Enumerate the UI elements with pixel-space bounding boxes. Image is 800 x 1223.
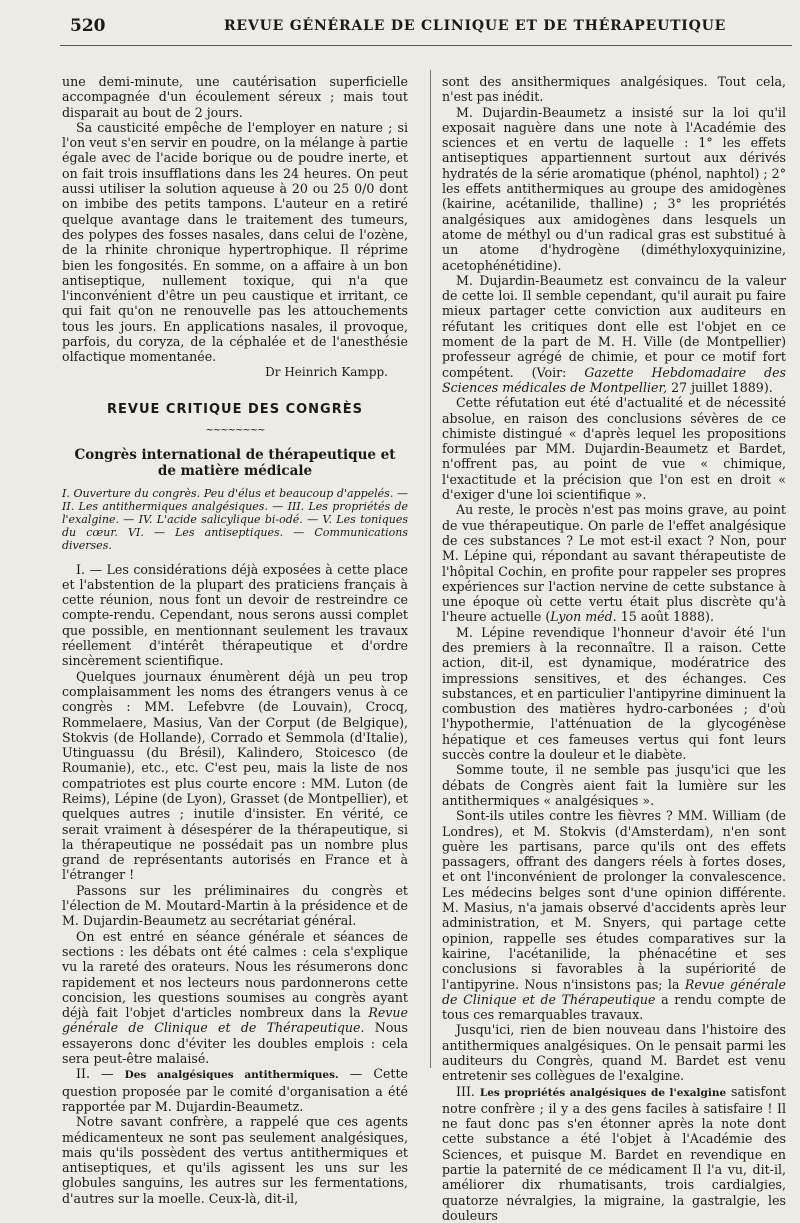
running-title: REVUE GÉNÉRALE DE CLINIQUE ET DE THÉRAPEUTIQUE bbox=[224, 18, 727, 34]
journal-reference: Gazette Hebdomadaire des Sciences médicales de Montpellier, bbox=[442, 364, 786, 395]
congress-title: Congrès international de thérapeutique et de matière médicale bbox=[74, 446, 396, 479]
subsection-heading: Des analgésiques antithermiques. bbox=[124, 1069, 339, 1082]
author-signature: Dr Heinrich Kampp. bbox=[265, 364, 388, 379]
paragraph: M. Lépine revendique l'honneur d'avoir été l'un des premiers à la reconnaître. Il a raison. Cette action, dit-il, est dynamique, modératrice des impressions sensitives, et des échanges. Ces substances, et en particulier l'antipyrine diminuent la combustion des matières hydro-carbonées ; d'où l'hypothermie, l'atténuation de la glycogénèse hépatique et ces fameuses vertus qui font leurs succès contre la douleur et le diabète. bbox=[442, 624, 786, 763]
subsection-heading: Les propriétés analgésiques de l'exalgine bbox=[479, 1086, 727, 1099]
paragraph: Somme toute, il ne semble pas jusqu'ici que les débats de Congrès aient fait la lumière sur les antithermiques « analgésiques ». bbox=[442, 762, 786, 808]
journal-title: Revue générale de Clinique et de Thérapeutique bbox=[442, 976, 786, 1007]
column-divider bbox=[430, 70, 431, 1068]
paragraph-text: Sont-ils utiles contre les fièvres ? MM. William (de Londres), et M. Stokvis (d'Amsterdam), n'en sont guère les partisans, parce qu'ils ont des effets passagers, offrant des dangers réels à fortes doses, et ont l'inconvénient de prolonger la convalescence. Les médecins belges sont d'une opinion différente. M. Masius, n'a jamais observé d'accidents après leur administration, et M. Snyers, qui partage cette opinion, rappelle ses études comparatives sur la kairine, l'acétanilide, la phénacétine et ses conclusions si favorables à la supériorité de l'antipyrine. Nous n'insistons pas; la bbox=[442, 808, 786, 992]
right-column bbox=[442, 74, 786, 1223]
paragraph: Quelques journaux énumèrent déjà un peu trop complaisamment les noms des étrangers venus à ce congrès : MM. Lefebvre (de Louvain), Crocq, Rommelaere, Masius, Van der Corput (de Belgique), Stokvis (de Hollande), Corrado et Semmola (d'Italie), Utinguassu (du Brésil), Kalindero, Stoicesco (de Roumanie), etc., etc. C'est peu, mais la liste de nos compatriotes est plus courte encore : MM. Luton (de Reims), Lépine (de Lyon), Grasset (de Montpellier), et quelques autres ; inutile d'insister. En vérité, ce serait vraiment à désespérer de la thérapeutique, si la thérapeutique ne possédait pas un nombre plus grand de représentants autorisés en France et à l'étranger ! bbox=[62, 668, 408, 883]
paragraph: Cette réfutation eut été d'actualité et de nécessité absolue, en raison des conclusions sévères de ce chimiste distingué « d'après lequel les propositions formulées par MM. Dujardin-Beaumetz et Bardet, n'offrent pas, au point de vue « chimique, l'exactitude et la précision que l'on est en droit « d'exiger d'une loi scientifique ». bbox=[442, 395, 786, 503]
paragraph bbox=[442, 502, 786, 624]
paragraph: I. — Les considérations déjà exposées à cette place et l'abstention de la plupart des praticiens français à cette réunion, nous font un devoir de restreindre ce compte-rendu. Cependant, nous serons aussi complet que possible, en mentionnant seulement les travaux réellement d'intérêt thérapeutique et d'ordre sincèrement scientifique. bbox=[62, 561, 408, 669]
paragraph-text: 15 août 1888). bbox=[620, 609, 714, 625]
paragraph-text: a rendu compte de tous ces remarquables travaux. bbox=[442, 991, 786, 1023]
journal-reference: Lyon méd. bbox=[550, 609, 617, 625]
page-header bbox=[70, 16, 790, 42]
paragraph bbox=[62, 929, 408, 1067]
paragraph bbox=[442, 273, 786, 395]
section-number: II. — bbox=[76, 1066, 114, 1082]
paragraph-text: Au reste, le procès n'est pas moins grave, au point de vue thérapeutique. On parle de l'effet analgésique de ces substances ? Le mot est-il exact ? Non, pour M. Lépine qui, répondant au savant thérapeutiste de l'hôpital Cochin, en profite pour rappeler ses propres expériences sur l'action nervine de cette substance à une époque où cette vertu était plus discrète qu'à l'heure actuelle ( bbox=[442, 502, 786, 625]
paragraph-text: Nous essayerons donc d'éviter les doubles emplois : cela sera peut-être malaisé. bbox=[62, 1020, 408, 1067]
section-number: III. bbox=[456, 1083, 475, 1099]
paragraph-text: M. Dujardin-Beaumetz est convaincu de la valeur de cette loi. Il semble cependant, qu'il aurait pu faire mieux partager cette conviction aux auditeurs en réfutant les critiques dont elle est l'objet en ce moment de la part de M. H. Ville (de Montpellier) professeur agrégé de chimie, et pour ce motif fort compétent. (Voir: bbox=[442, 272, 786, 380]
paragraph-text: satisfont notre confrère ; il y a des gens faciles à satisfaire ! Il ne faut donc pas s'en étonner après la note dont cette substance a été l'objet à l'Académie des Sciences, et puisque M. Bardet en revendique en partie la paternité de ce médicament Il l'a vu, dit-il, améliorer dix rhumatisants, trois cardialgies, quatorze névralgies, la migraine, la gastralgie, les douleurs bbox=[442, 1083, 786, 1223]
page-number: 520 bbox=[70, 16, 106, 36]
ornament-divider: ~~~~~~~~ bbox=[205, 425, 265, 437]
paragraph: une demi-minute, une cautérisation superficielle accompagnée d'un écoulement séreux ; mais tout disparait au bout de 2 jours. bbox=[62, 74, 408, 120]
header-rule bbox=[60, 45, 792, 46]
paragraph-text: — Cette question proposée par le comité d'organisation a été rapportée par M. Dujardin-Beaumetz. bbox=[62, 1066, 408, 1114]
journal-title: Revue générale de Clinique et de Thérapeutique. bbox=[62, 1005, 408, 1036]
paragraph: Jusqu'ici, rien de bien nouveau dans l'histoire des antithermiques analgésiques. On le pensait parmi les auditeurs du Congrès, quand M. Bardet est venu entretenir ses collègues de l'exalgine. bbox=[442, 1022, 786, 1084]
paragraph bbox=[442, 808, 786, 1022]
paragraph: Notre savant confrère, a rappelé que ces agents médicamenteux ne sont pas seulement analgésiques, mais qu'ils possèdent des vertus antithermiques et antiseptiques, et qu'ils agissent les uns sur les globules sanguins, les autres sur les fermentations, d'autres sur la moelle. Ceux-là, dit-il, bbox=[62, 1114, 408, 1206]
article-summary: I. Ouverture du congrès. Peu d'élus et beaucoup d'appelés. — II. Les antithermiques analgésiques. — III. Les propriétés de l'exalgine. — IV. L'acide salicylique bi-odé. — V. Les toniques du cœur. VI. — Les antiseptiques. — Communications diverses. bbox=[62, 486, 408, 552]
paragraph: Sa causticité empêche de l'employer en nature ; si l'on veut s'en servir en poudre, on la mélange à partie égale avec de l'acide borique ou de poudre inerte, et on fait trois insufflations dans les 24 heures. On peut aussi utiliser la solution aqueuse à 20 ou 25 0/0 dont on imbibe des petits tampons. L'auteur en a retiré quelque avantage dans le traitement des tumeurs, des polypes des fosses nasales, dans celui de l'ozène, de la rhinite chronique hypertrophique. Il réprime bien les fongosités. En somme, on a affaire à un bon antiseptique, nullement toxique, qui n'a que l'inconvénient d'être un peu caustique et irritant, ce qui fait qu'on ne renouvelle pas les attouchements tous les jours. En applications nasales, il provoque, parfois, du coryza, de la céphalée et de l'anesthésie olfactique momentanée. bbox=[62, 119, 408, 365]
paragraph-text: 27 juillet 1889). bbox=[671, 379, 773, 395]
paragraph bbox=[62, 1066, 408, 1114]
left-column bbox=[62, 74, 408, 1206]
paragraph: sont des ansithermiques analgésiques. Tout cela, n'est pas inédit. bbox=[442, 74, 786, 105]
paragraph-text: On est entré en séance générale et séances de sections : les débats ont été calmes : cela s'explique vu la rareté des orateurs. Nous les résumerons donc rapidement et nos lecteurs nous pardonnerons cette concision, les questions soumises au congrès ayant déjà fait l'objet d'articles nombreux dans la bbox=[62, 928, 408, 1021]
paragraph bbox=[442, 1084, 786, 1223]
section-title: REVUE CRITIQUE DES CONGRÈS bbox=[107, 401, 363, 417]
paragraph: M. Dujardin-Beaumetz a insisté sur la loi qu'il exposait naguère dans une note à l'Académie des sciences et en vertu de laquelle : 1° les effets antiseptiques appartiennent surtout aux dérivés hydratés de la série aromatique (phénol, naphtol) ; 2° les effets antithermiques au groupe des amidogènes (kairine, acétanilide, thalline) ; 3° les propriétés analgésiques aux amidogènes dans lesquels un atome de méthyl ou d'un radical gras est substitué à un atome d'hydrogène (diméthyloxyquinizine, acetophénétidine). bbox=[442, 104, 786, 273]
paragraph: Passons sur les préliminaires du congrès et l'élection de M. Moutard-Martin à la présidence et de M. Dujardin-Beaumetz au secrétariat général. bbox=[62, 882, 408, 929]
